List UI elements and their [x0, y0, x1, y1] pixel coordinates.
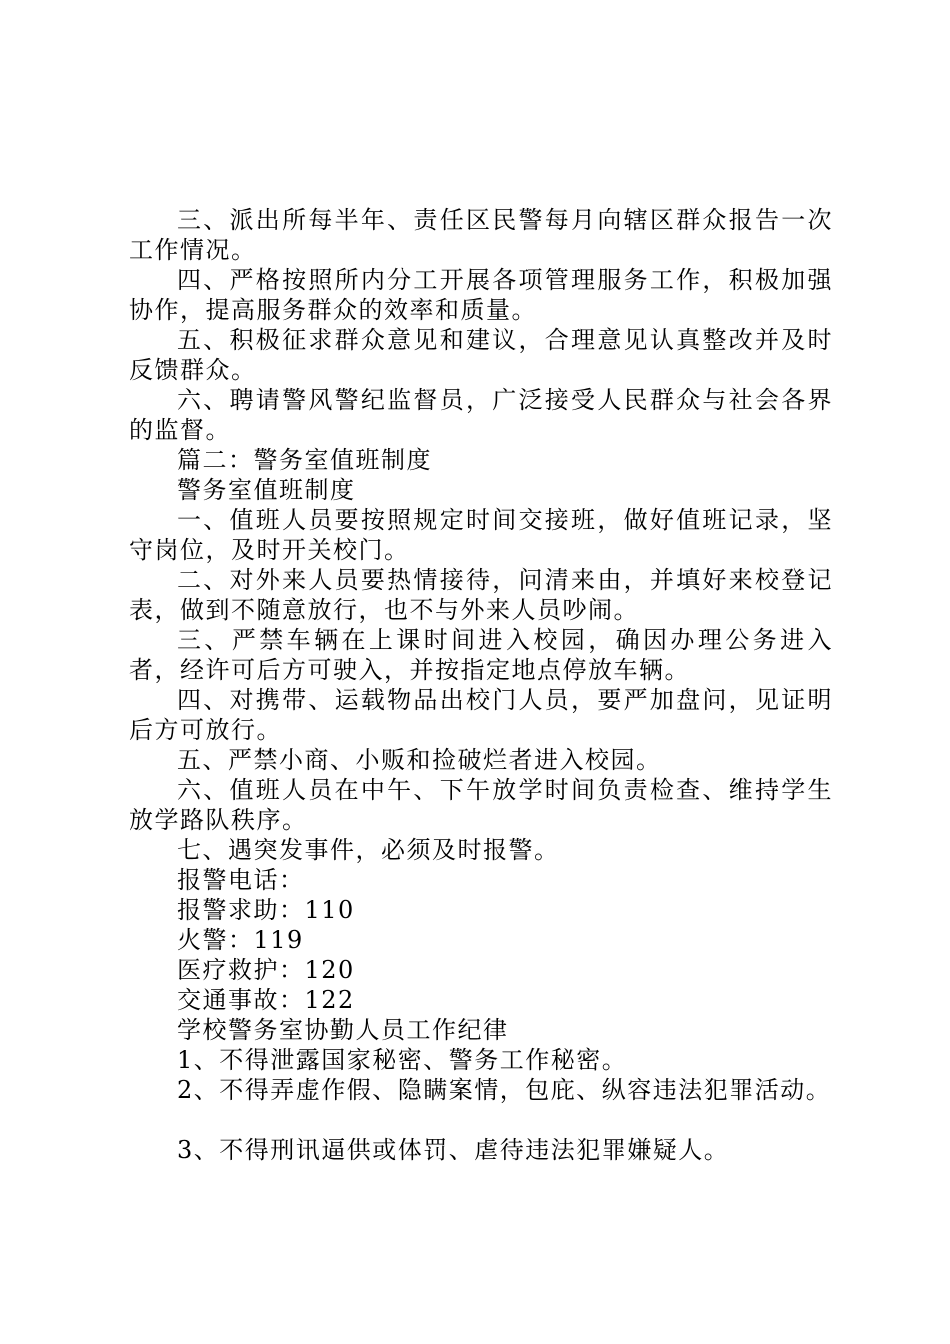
paragraph-duty-rule-5: 五、严禁小商、小贩和捡破烂者进入校园。	[177, 746, 662, 774]
paragraph-duty-rule-6: 六、值班人员在中午、下午放学时间负责检查、维持学生放学路队秩序。	[129, 776, 833, 834]
phone-fire: 火警：119	[177, 926, 304, 954]
discipline-rule-2: 2、不得弄虚作假、隐瞒案情，包庇、纵容违法犯罪活动。	[177, 1076, 832, 1104]
section-title-discipline: 学校警务室协勤人员工作纪律	[177, 1016, 509, 1044]
paragraph-duty-rule-4: 四、对携带、运载物品出校门人员，要严加盘问，见证明后方可放行。	[129, 686, 833, 744]
section-title-duty-system: 警务室值班制度	[177, 476, 356, 504]
phone-police: 报警求助：110	[177, 896, 355, 924]
discipline-rule-1: 1、不得泄露国家秘密、警务工作秘密。	[177, 1046, 628, 1074]
paragraph-duty-rule-2: 二、对外来人员要热情接待，问清来由，并填好来校登记表，做到不随意放行，也不与外来人员吵闹。	[129, 566, 833, 624]
paragraph-report-work: 三、派出所每半年、责任区民警每月向辖区群众报告一次工作情况。	[129, 206, 833, 264]
emergency-phone-heading: 报警电话：	[177, 866, 305, 894]
document-body	[129, 205, 833, 1165]
paragraph-gap	[129, 1105, 833, 1135]
phone-medical: 医疗救护：120	[177, 956, 355, 984]
paragraph-duty-rule-1: 一、值班人员要按照规定时间交接班，做好值班记录，坚守岗位，及时开关校门。	[129, 506, 833, 564]
paragraph-solicit-opinions: 五、积极征求群众意见和建议，合理意见认真整改并及时反馈群众。	[129, 326, 833, 384]
paragraph-division-of-work: 四、严格按照所内分工开展各项管理服务工作，积极加强协作，提高服务群众的效率和质量。	[129, 266, 833, 324]
paragraph-duty-rule-7: 七、遇突发事件，必须及时报警。	[177, 836, 560, 864]
section-heading-part-two: 篇二：警务室值班制度	[177, 446, 432, 474]
paragraph-duty-rule-3: 三、严禁车辆在上课时间进入校园，确因办理公务进入者，经许可后方可驶入，并按指定地点停放车辆。	[129, 626, 833, 684]
phone-traffic: 交通事故：122	[177, 986, 355, 1014]
discipline-rule-3: 3、不得刑讯逼供或体罚、虐待违法犯罪嫌疑人。	[177, 1136, 730, 1164]
paragraph-supervisors: 六、聘请警风警纪监督员，广泛接受人民群众与社会各界的监督。	[129, 386, 833, 444]
